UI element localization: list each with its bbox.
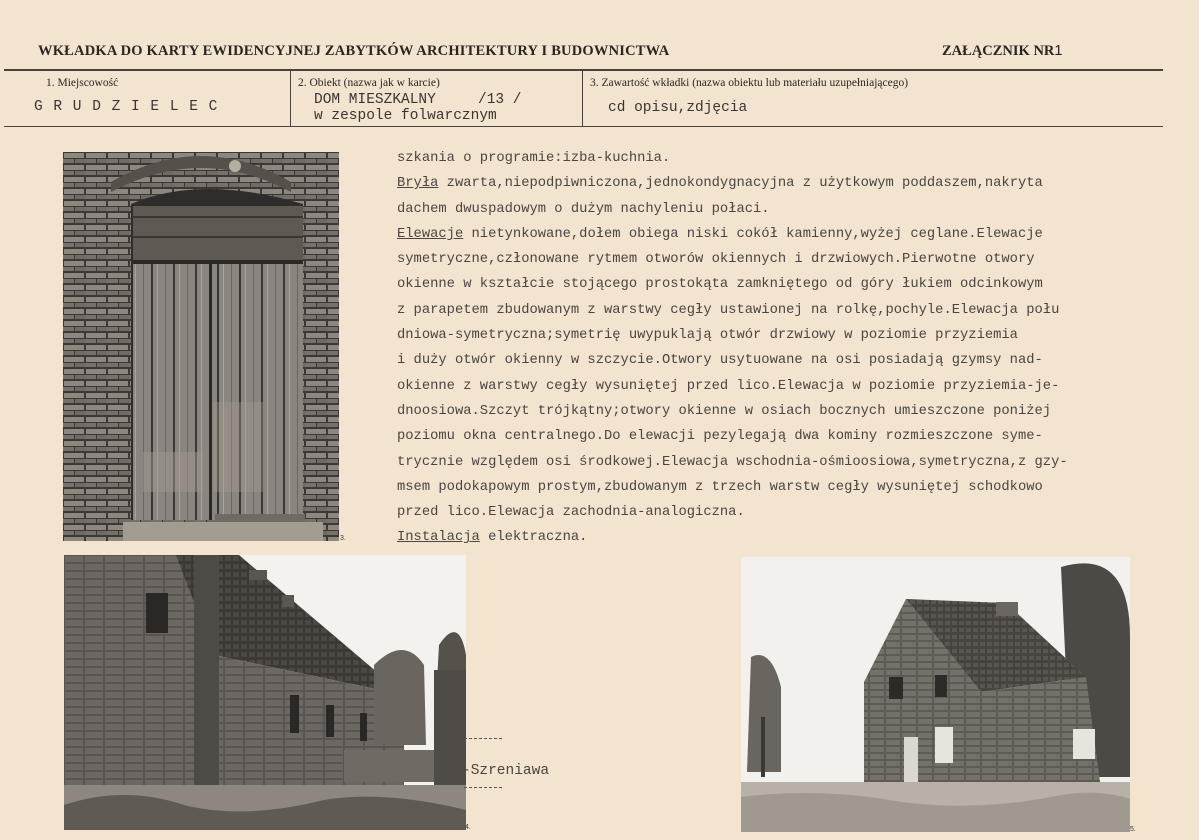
description-line: z parapetem zbudowanym z warstwy cegły ustawionej na rolkę,pochyle.Elewacja połu <box>397 302 1060 318</box>
photo-farmhouse-gable-number: 5. <box>1130 826 1136 833</box>
description-line: dniowa-symetryczna;symetrię uwypuklają otwór drzwiowy w poziomie przyziemia <box>397 328 1018 344</box>
handwritten-note: -Szreniawa <box>462 763 550 779</box>
field-2-number: /13 / <box>478 92 522 108</box>
description-line: trycznie względem osi środkowej.Elewacja wschodnia-ośmioosiowa,symetryczna,z gzy- <box>397 454 1068 470</box>
description-line: msem podokapowym prostym,zbudowanym z trzech warstw cegły wysuniętej schodkowo <box>397 479 1043 495</box>
description-line: dnoosiowa.Szczyt trójkątny;otwory okienne w osiach bocznych umieszczone poniżej <box>397 403 1052 419</box>
description-text <box>397 146 1187 551</box>
keyword-elewacje: Elewacje <box>397 226 464 242</box>
note-leader-line <box>464 787 502 788</box>
field-3-label: 3. Zawartość wkładki (nazwa obiektu lub materiału uzupełniającego) <box>590 77 909 89</box>
field-2-line1: DOM MIESZKALNY <box>314 92 436 108</box>
description-line: okienne z warstwy cegły wysuniętej przed lico.Elewacja w poziomie przyziemia-je- <box>397 378 1060 394</box>
keyword-instalacja: Instalacja <box>397 530 480 546</box>
note-arrow-line <box>464 738 502 739</box>
description-line: Instalacja elektraczna. <box>397 530 588 546</box>
description-line: przed lico.Elewacja zachodnia-analogiczna. <box>397 505 745 521</box>
annex-number: 1 <box>1054 43 1063 59</box>
header-top-rule <box>4 69 1163 71</box>
description-line: Bryła zwarta,niepodpiwniczona,jednokondygnacyjna z użytkowym poddaszem,nakryta <box>397 176 1043 192</box>
field-2-label: 2. Obiekt (nazwa jak w karcie) <box>298 77 440 89</box>
description-line: szkania o programie:izba-kuchnia. <box>397 151 671 166</box>
field-2-line2: w zespole folwarcznym <box>314 108 497 124</box>
photo-door-number: 3. <box>340 535 346 542</box>
field-divider-1 <box>290 70 291 126</box>
field-1-label: 1. Miejscowość <box>46 77 119 89</box>
keyword-bryla: Bryła <box>397 176 439 192</box>
header-bottom-rule <box>4 126 1163 127</box>
description-line: okienne w kształcie stojącego prostokąta zamkniętego od góry łukiem odcinkowym <box>397 277 1043 293</box>
description-line: dachem dwuspadowym o dużym nachyleniu połaci. <box>397 201 770 217</box>
field-1-value: G R U D Z I E L E C <box>34 99 219 115</box>
field-divider-2 <box>582 70 583 126</box>
description-line: symetryczne,członowane rytmem otworów okiennych i drzwiowych.Pierwotne otwory <box>397 252 1035 268</box>
photo-farmhouse-side <box>64 555 466 830</box>
photo-farmhouse-gable <box>741 557 1130 832</box>
description-line: i duży otwór okienny w szczycie.Otwory usytuowane na osi posiadają gzymsy nad- <box>397 353 1043 369</box>
photo-farmhouse-side-number: 4. <box>465 824 471 831</box>
description-line: Elewacje nietynkowane,dołem obiega niski cokół kamienny,wyżej ceglane.Elewacje <box>397 226 1043 242</box>
field-3-value: cd opisu,zdjęcia <box>608 100 748 116</box>
annex-label: ZAŁĄCZNIK NR1 <box>942 43 1063 59</box>
card-title: WKŁADKA DO KARTY EWIDENCYJNEJ ZABYTKÓW ARCHITEKTURY I BUDOWNICTWA <box>38 43 670 59</box>
photo-door <box>63 152 339 541</box>
description-line: poziomu okna centralnego.Do elewacji pezylegają dwa kominy rozmieszczone syme- <box>397 429 1043 445</box>
